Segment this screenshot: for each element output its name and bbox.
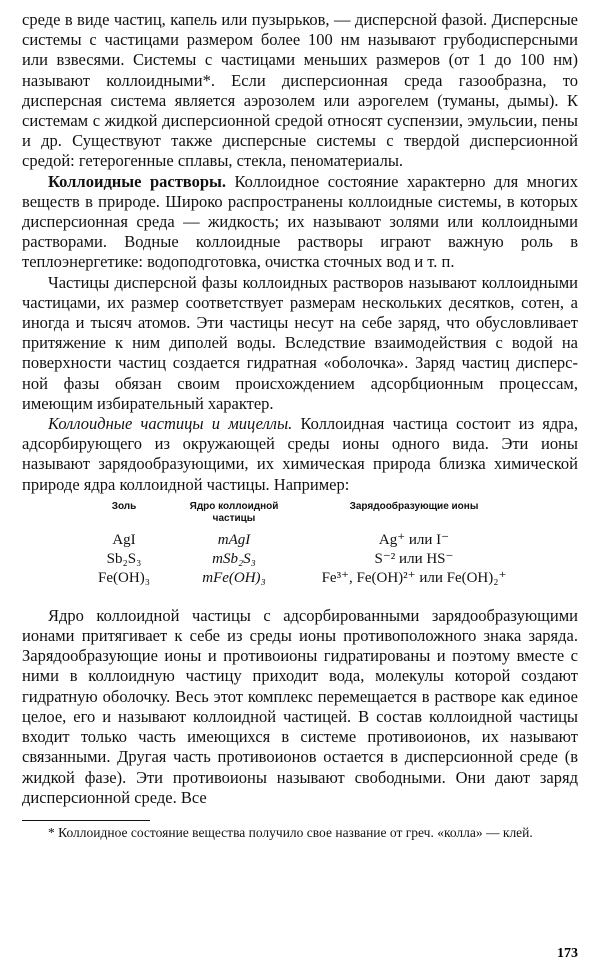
sol-table-header bbox=[74, 501, 534, 531]
page-number: 173 bbox=[557, 946, 578, 961]
section-heading-micelles: Коллоидные частицы и мицеллы. bbox=[48, 414, 293, 434]
paragraph-colloidal-solutions-body: Коллоидное состояние характерно для многих веществ в природе. Широко распространены коллоидные системы, в которых дисперсионная среда — жидкость; их называют золями или коллоидными растворами. Водные коллоидные растворы играют важную роль в теплоэнергетике: водоподготовка, очистка сточных вод и т. п. bbox=[22, 171, 579, 272]
cell-sol: AgI bbox=[112, 531, 136, 548]
cell-ions: Fe³⁺, Fe(OH)²⁺ или Fe(OH)₂⁺ bbox=[321, 569, 507, 586]
footnote-divider bbox=[22, 820, 150, 821]
cell-sol: Sb₂S₃ bbox=[106, 550, 142, 567]
cell-ions: Ag⁺ или I⁻ bbox=[378, 531, 450, 548]
cell-core: mFe(OH)₃ bbox=[202, 569, 266, 586]
column-header-core: Ядро коллоидной частицы bbox=[189, 500, 279, 524]
paragraph-colloidal-solutions bbox=[22, 172, 578, 273]
table-row bbox=[74, 531, 534, 550]
cell-sol: Fe(OH)₃ bbox=[98, 569, 150, 586]
section-heading-colloidal-solutions: Коллоидные растворы. bbox=[48, 171, 227, 191]
cell-ions: S⁻² или HS⁻ bbox=[374, 550, 454, 567]
column-header-ions: Зарядообразующие ионы bbox=[349, 500, 479, 512]
table-row bbox=[74, 569, 534, 588]
footnote: * Коллоидное состояние вещества получило свое название от греч. «колла» — клей. bbox=[48, 824, 533, 840]
paragraph-micelles-body: Коллоидная частица состоит из ядра, адсорбирующего из окружающей среды ионы одного вида. Эти ионы называют зарядообразующими, их химическая природа близка химической природе ядра коллоидной частицы. Например: bbox=[22, 414, 578, 494]
paragraph-particle-structure: Ядро коллоидной частицы с адсорбированными зарядообразующими ионами притягивает к себе из среды ионы противоположного знака заряда. Зарядообразующие ионы и противоионы гидратированы и поэтому вместе с ними в коллоидную частицу приходит вода, молекулы которой создают гидратную оболочку. Весь этот комплекс перемещается в растворе как единое целое, его и называют коллоидной частицей. В состав коллоидной частицы входит только часть имеющихся в системе противоионов, их называют связанными. Другая часть противоионов остается в дисперсионной среде (в жидкой фазе). Эти противоионы называют свободными. Они дают заряд дисперсионной среде. Все bbox=[22, 605, 578, 807]
sol-table bbox=[74, 501, 534, 588]
cell-core: mAgI bbox=[217, 531, 251, 548]
paragraph-micelles bbox=[22, 414, 578, 495]
page-body bbox=[22, 10, 578, 841]
paragraph-dispersed-systems: среде в виде частиц, капель или пузырьков, — дисперсной фазой. Дисперсные системы с частицами размером более 100 нм называют грубодисперсными или взвесями. Системы с частицами меньших размеров (от 1 до 100 нм) называют коллоидными*. Если дисперсионная среда газообразна, то дисперсная система является аэрозолем или аэрогелем (туманы, дымы). К системам с жидкой дисперсионной средой относят суспензии, эмульсии, пены и др. Существуют также дисперсные системы с твердой дисперсионной средой: гетерогенные сплавы, стекла, пеноматериалы. bbox=[22, 10, 578, 171]
table-row bbox=[74, 550, 534, 569]
paragraph-colloidal-particles: Частицы дисперсной фазы коллоидных растворов называют коллоидными частицами, их размер соответствует размерам нескольких десятков, сотен, а иногда и тысяч атомов. Эти частицы несут на себе заряд, что обусловливает притяжение к ним диполей воды. Вследствие взаимодействия с водой на поверхности частиц создается гидратная «оболочка». Заряд частиц дисперсной фазы обязан своим происхождением адсорбционным процессам, имеющим избирательный характер. bbox=[22, 272, 578, 413]
cell-core: mSb₂S₃ bbox=[212, 550, 256, 567]
column-header-sol: Золь bbox=[111, 500, 137, 512]
